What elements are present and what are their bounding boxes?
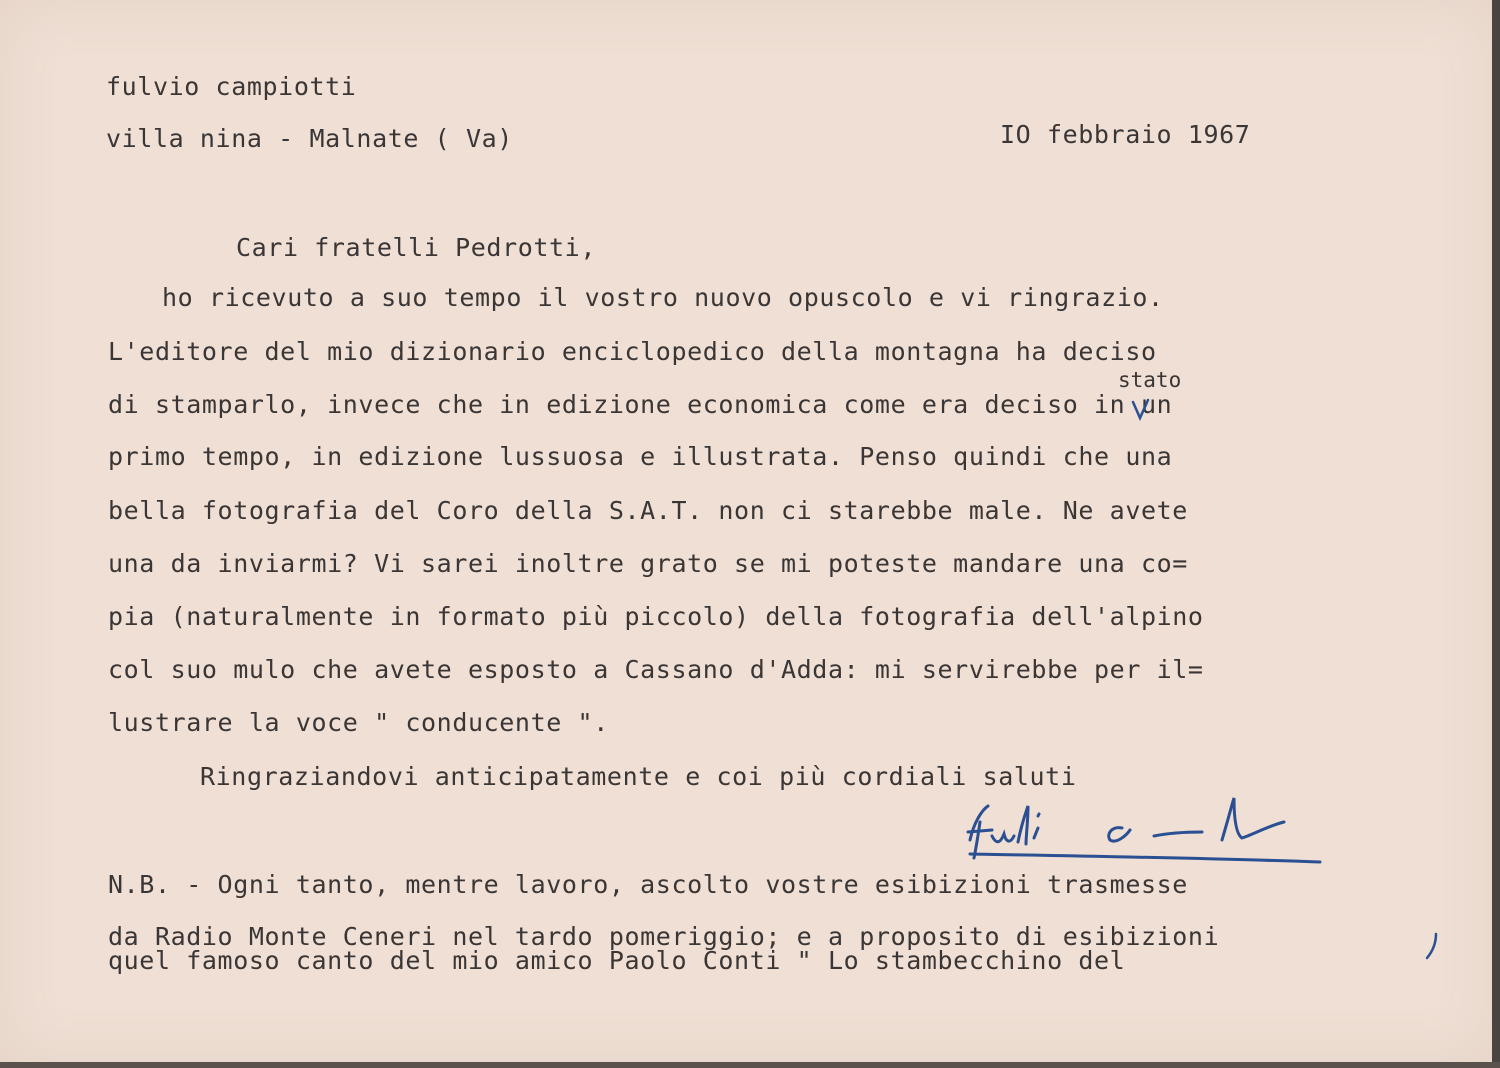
body-line-6: una da inviarmi? Vi sarei inoltre grato se mi poteste mandare una co= — [108, 549, 1188, 578]
interlinear-insertion: stato — [1118, 368, 1182, 392]
body-line-3: di stamparlo, invece che in edizione economica come era deciso in un — [108, 390, 1173, 419]
postscript-line-2: da Radio Monte Ceneri nel tardo pomeriggio; e a proposito di esibizioni — [108, 922, 1220, 951]
handwritten-signature — [958, 792, 1328, 872]
postscript-line-3: quel famoso canto del mio amico Paolo Conti " Lo stambecchino del — [108, 946, 1126, 975]
letter-date: IO febbraio 1967 — [1000, 120, 1251, 149]
sender-name: fulvio campiotti — [106, 72, 357, 101]
pen-comma-mark — [1424, 930, 1442, 962]
body-line-8: col suo mulo che avete esposto a Cassano d'Adda: mi servirebbe per il= — [108, 655, 1204, 684]
body-line-5: bella fotografia del Coro della S.A.T. non ci starebbe male. Ne avete — [108, 496, 1188, 525]
pen-correction-mark — [1130, 398, 1152, 422]
body-line-7: pia (naturalmente in formato più piccolo) della fotografia dell'alpino — [108, 602, 1204, 631]
body-line-9: lustrare la voce " conducente ". — [108, 708, 609, 737]
body-line-2: L'editore del mio dizionario enciclopedico della montagna ha deciso — [108, 337, 1157, 366]
page-edge-right — [1492, 0, 1500, 1068]
postscript-line-1: N.B. - Ogni tanto, mentre lavoro, ascolto vostre esibizioni trasmesse — [108, 870, 1188, 899]
body-line-1: ho ricevuto a suo tempo il vostro nuovo opuscolo e vi ringrazio. — [162, 283, 1164, 312]
page-edge-bottom — [0, 1062, 1500, 1068]
salutation: Cari fratelli Pedrotti, — [236, 233, 596, 262]
closing-line: Ringraziandovi anticipatamente e coi più cordiali saluti — [200, 762, 1077, 791]
sender-address: villa nina - Malnate ( Va) — [106, 124, 513, 153]
body-line-4: primo tempo, in edizione lussuosa e illustrata. Penso quindi che una — [108, 442, 1173, 471]
